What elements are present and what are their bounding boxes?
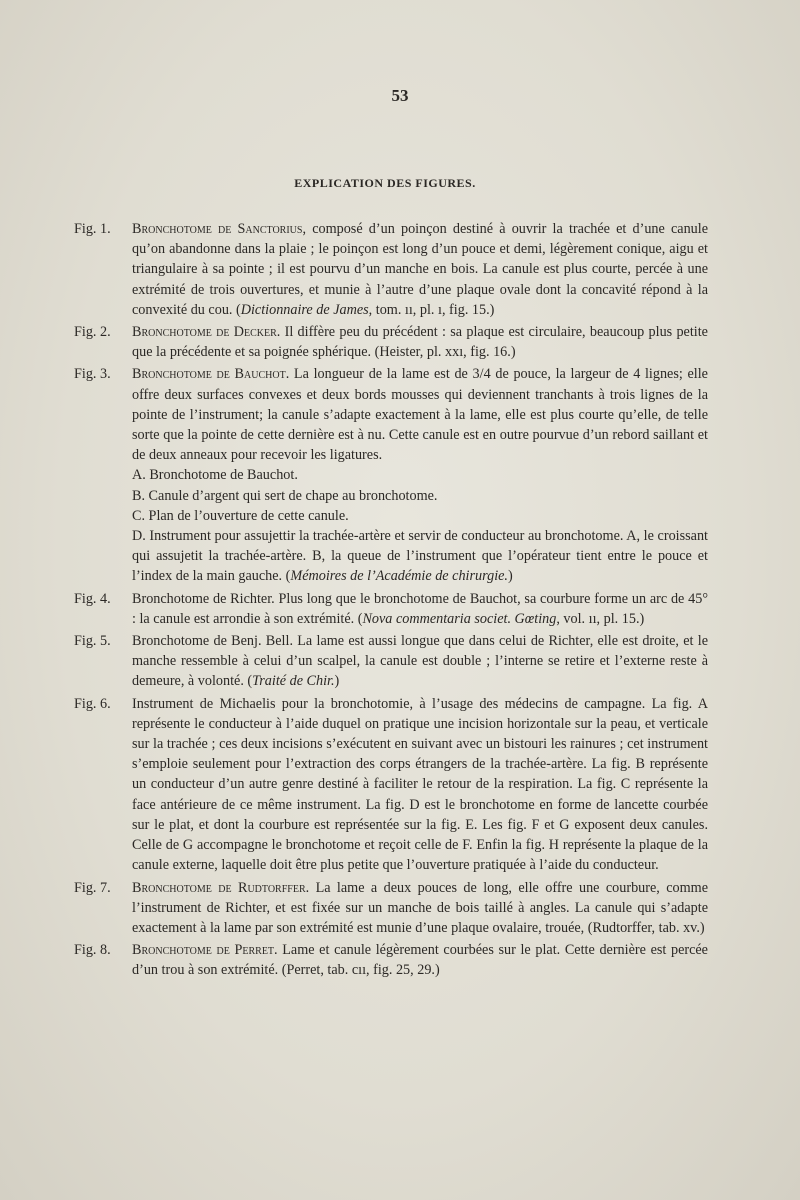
sub-figure-text: D. Instrument pour assujettir la trachée-artère et servir de conducteur au bronchotome. A, le croissant qui assujetit la trachée-artère. B, la queue de l’instrument que l’opérateur tient entre le pouce et l’index de la main gauche. ( [132,528,708,585]
figure-text: , composé d’un poinçon destiné à ouvrir la trachée et d’une canule qu’on abandonne dans la plaie ; le poinçon est long d’un pouce et demi, légèrement conique, aigu et triangulaire à sa pointe ; il est pourvu d’un manche en bois. La canule est plus courte, percée à une extrémité de trois ouvertures, et munie à l’autre d’une plaque ovale dont la concavité répond à la convexité du cou. ( [132,221,708,318]
figure-label: Fig. 8. [74,942,111,959]
figure-explanations [74,219,708,983]
figure-entry [74,631,708,692]
figure-text: . La longueur de la lame est de 3/4 de pouce, la largeur de 4 lignes; elle offre deux surfaces convexes et deux bords mousses qui deviennent tranchants à trois lignes de la pointe de l’instrument; la canule s’adapte exactement à la lame, elle est plus courte qu’elle, de telle sorte que la pointe de cette dernière est à nu. Cette canule est en outre pourvue d’un rebord saillant et de deux anneaux pour recevoir les ligatures. [132,366,708,464]
figure-label: Fig. 1. [74,221,111,237]
figure-text: Instrument de Michaelis pour la bronchotomie, à l’usage des médecins de campagne. La fig. A représente le conducteur à l’aide duquel on pratique une incision horizontale sur la peau, et verticale sur la trachée ; ces deux incisions s’exécutent en suivant avec un bistouri les rainures ; cet instrument s’emploie seulement pour l’extraction des corps étrangers de la trachée-artère. La fig. B représente un conducteur d’un autre genre destiné à faciliter le retour de la respiration. La fig. C représente la face antérieure de ce même instrument. La fig. D est le bronchotome en forme de lancette courbée sur le plat, et dont la courbure est représentée sur la fig. E. Les fig. F et G exposent deux canules. Celle de G accompagne le bronchotome et reçoit celle de F. Enfin la fig. H représente la plaque de la canule externe, laquelle doit être plus petite que l’ouverture pratiquée à l’aide du conducteur. [132,695,708,874]
figure-paragraph [132,696,708,874]
figure-description [132,940,708,980]
figure-label: Fig. 2. [74,324,111,341]
figure-entry [74,589,708,629]
section-title: EXPLICATION DES FIGURES. [294,176,476,190]
figure-text: . La lame a deux pouces de long, elle offre une courbure, comme l’instrument de Richter, et est fixée sur un manche de bois taillé à angles. La canule qui s’adapte exactement à la lame par son extrémité est munie d’une plaque ovalaire, trouée, (Rudtorffer, tab. xv.) [132,879,708,936]
sub-figure-item [132,486,708,506]
figure-entry [74,878,708,939]
figure-paragraph [132,591,708,627]
sub-figure-text: A. Bronchotome de Bauchot. [132,467,298,484]
page-number: 53 [391,86,409,105]
figure-description [132,631,708,692]
figure-label: Fig. 4. [74,590,111,607]
figure-entry [74,322,708,362]
sub-figure-item [132,465,708,485]
reference-detail: , tom. ıı, pl. ı, fig. 15.) [368,301,495,318]
figure-entry [74,364,708,586]
reference-title: Nova commentaria societ. Gœting [362,610,557,627]
figure-label: Fig. 7. [74,879,111,896]
figure-paragraph [132,942,708,978]
figure-entry [74,694,708,876]
figure-paragraph [132,880,708,936]
figure-description [132,219,708,320]
figure-text: . Il diffère peu du précédent : sa plaque est circulaire, beaucoup plus petite que la précédente et sa poignée sphérique. (Heister, pl. xxı, fig. 16.) [132,324,708,361]
figure-paragraph [132,366,708,463]
sub-figure-item [132,526,708,587]
figure-text: Bronchotome de Benj. Bell. La lame est aussi longue que dans celui de Richter, elle est droite, et le manche ressemble à celui d’un scalpel, la canule est double ; l’interne se retire et l’externe reste à demeure, à volonté. ( [132,633,708,690]
reference-title: Traité de Chir. [252,673,335,690]
sub-figure-item [132,506,708,526]
figure-entry [74,940,708,980]
figure-description [132,878,708,939]
reference-title: Mémoires de l’Académie de chirurgie. [290,568,508,585]
reference-detail: , vol. ıı, pl. 15.) [556,610,645,627]
instrument-name: Bronchotome de Bauchot [132,366,286,383]
figure-paragraph [132,221,708,318]
figure-label: Fig. 5. [74,633,111,650]
reference-detail: ) [334,673,340,690]
sub-figure-text: C. Plan de l’ouverture de cette canule. [132,507,349,524]
figure-description [132,694,708,876]
figure-label: Fig. 3. [74,366,111,383]
instrument-name: Bronchotome de Decker [132,324,277,341]
figure-text: Bronchotome de Richter. Plus long que le bronchotome de Bauchot, sa courbure forme un arc de 45° : la canule est arrondie à son extrémité. ( [132,590,708,627]
reference-title: Dictionnaire de James [240,301,369,318]
figure-paragraph [132,324,708,360]
figure-text: . Lame et canule légèrement courbées sur le plat. Cette dernière est percée d’un trou à son extrémité. (Perret, tab. cıı, fig. 25, 29.) [132,942,708,979]
figure-description [132,589,708,629]
figure-entry [74,219,708,320]
instrument-name: Bronchotome de Rudtorffer [132,879,306,896]
reference-detail: ) [507,568,513,585]
instrument-name: Bronchotome de Perret [132,942,275,959]
figure-label: Fig. 6. [74,695,111,712]
sub-figure-text: B. Canule d’argent qui sert de chape au bronchotome. [132,487,438,504]
instrument-name: Bronchotome de Sanctorius [132,221,303,237]
figure-paragraph [132,633,708,689]
figure-description [132,322,708,362]
figure-description [132,364,708,586]
